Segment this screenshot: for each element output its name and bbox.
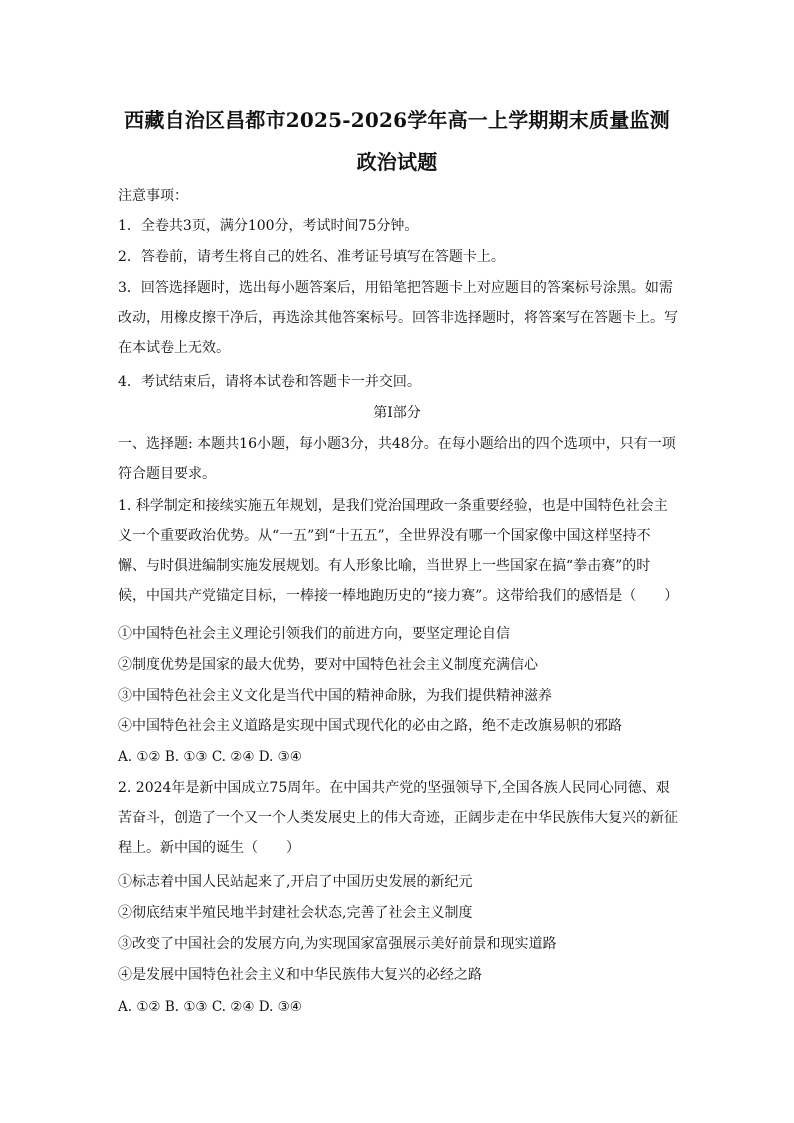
notice-item-1: 1．全卷共3页，满分100分，考试时间75分钟。 — [118, 218, 419, 234]
question-1-options: A. ①② B. ①③ C. ②④ D. ③④ — [118, 749, 302, 765]
question-1-statement-3: ③中国特色社会主义文化是当代中国的精神命脉，为我们提供精神滋养 — [118, 688, 552, 704]
question-2-statement-4: ④是发展中国特色社会主义和中华民族伟大复兴的必经之路 — [118, 967, 482, 983]
notice-heading: 注意事项： — [118, 188, 188, 204]
question-1-statement-2: ②制度优势是国家的最大优势，要对中国特色社会主义制度充满信心 — [118, 657, 538, 673]
question-1-statement-1: ①中国特色社会主义理论引领我们的前进方向，要坚定理论自信 — [118, 626, 510, 642]
question-2-options: A. ①② B. ①③ C. ②④ D. ③④ — [118, 999, 302, 1015]
exam-subject: 政治试题 — [356, 150, 438, 174]
exam-title: 西藏自治区昌都市2025-2026学年高一上学期期末质量监测 — [124, 108, 670, 132]
part-label: 第Ⅰ部分 — [373, 405, 421, 421]
question-1-stem: 1. 科学制定和接续实施五年规划，是我们党治国理政一条重要经验，也是中国特色社会主义一个重要政治优势。从“一五”到“十五五”，全世界没有哪一个国家像中国这样坚持不懈、与时俱进编制实施发展规划。有人形象比喻，当世界上一些国家在搞“拳击赛”的时候，中国共产党锚定目标，一棒接一棒地跑历史的“接力赛”。这带给我们的感悟是（ ） — [118, 498, 679, 604]
question-1-statement-4: ④中国特色社会主义道路是实现中国式现代化的必由之路，绝不走改旗易帜的邪路 — [118, 718, 622, 734]
notice-item-4: 4．考试结束后，请将本试卷和答题卡一并交回。 — [118, 374, 421, 390]
notice-item-3: 3．回答选择题时，选出每小题答案后，用铅笔把答题卡上对应题目的答案标号涂黑。如需改动，用橡皮擦干净后，再选涂其他答案标号。回答非选择题时，将答案写在答题卡上。写在本试卷上无效。 — [118, 280, 678, 356]
question-2-statement-3: ③改变了中国社会的发展方向,为实现国家富强展示美好前景和现实道路 — [118, 936, 557, 952]
notice-item-2: 2．答卷前，请考生将自己的姓名、准考证号填写在答题卡上。 — [118, 249, 505, 265]
question-2-stem: 2. 2024年是新中国成立75周年。在中国共产党的坚强领导下,全国各族人民同心同德、艰苦奋斗，创造了一个又一个人类发展史上的伟大奇迹，正阔步走在中华民族伟大复兴的新征程上。新中国的诞生（ ） — [118, 780, 678, 856]
section-instruction: 一、选择题: 本题共16小题，每小题3分，共48分。在每小题给出的四个选项中，只有一项符合题目要求。 — [118, 436, 676, 482]
question-2-statement-2: ②彻底结束半殖民地半封建社会状态,完善了社会主义制度 — [118, 905, 473, 921]
question-2-statement-1: ①标志着中国人民站起来了,开启了中国历史发展的新纪元 — [118, 874, 473, 890]
